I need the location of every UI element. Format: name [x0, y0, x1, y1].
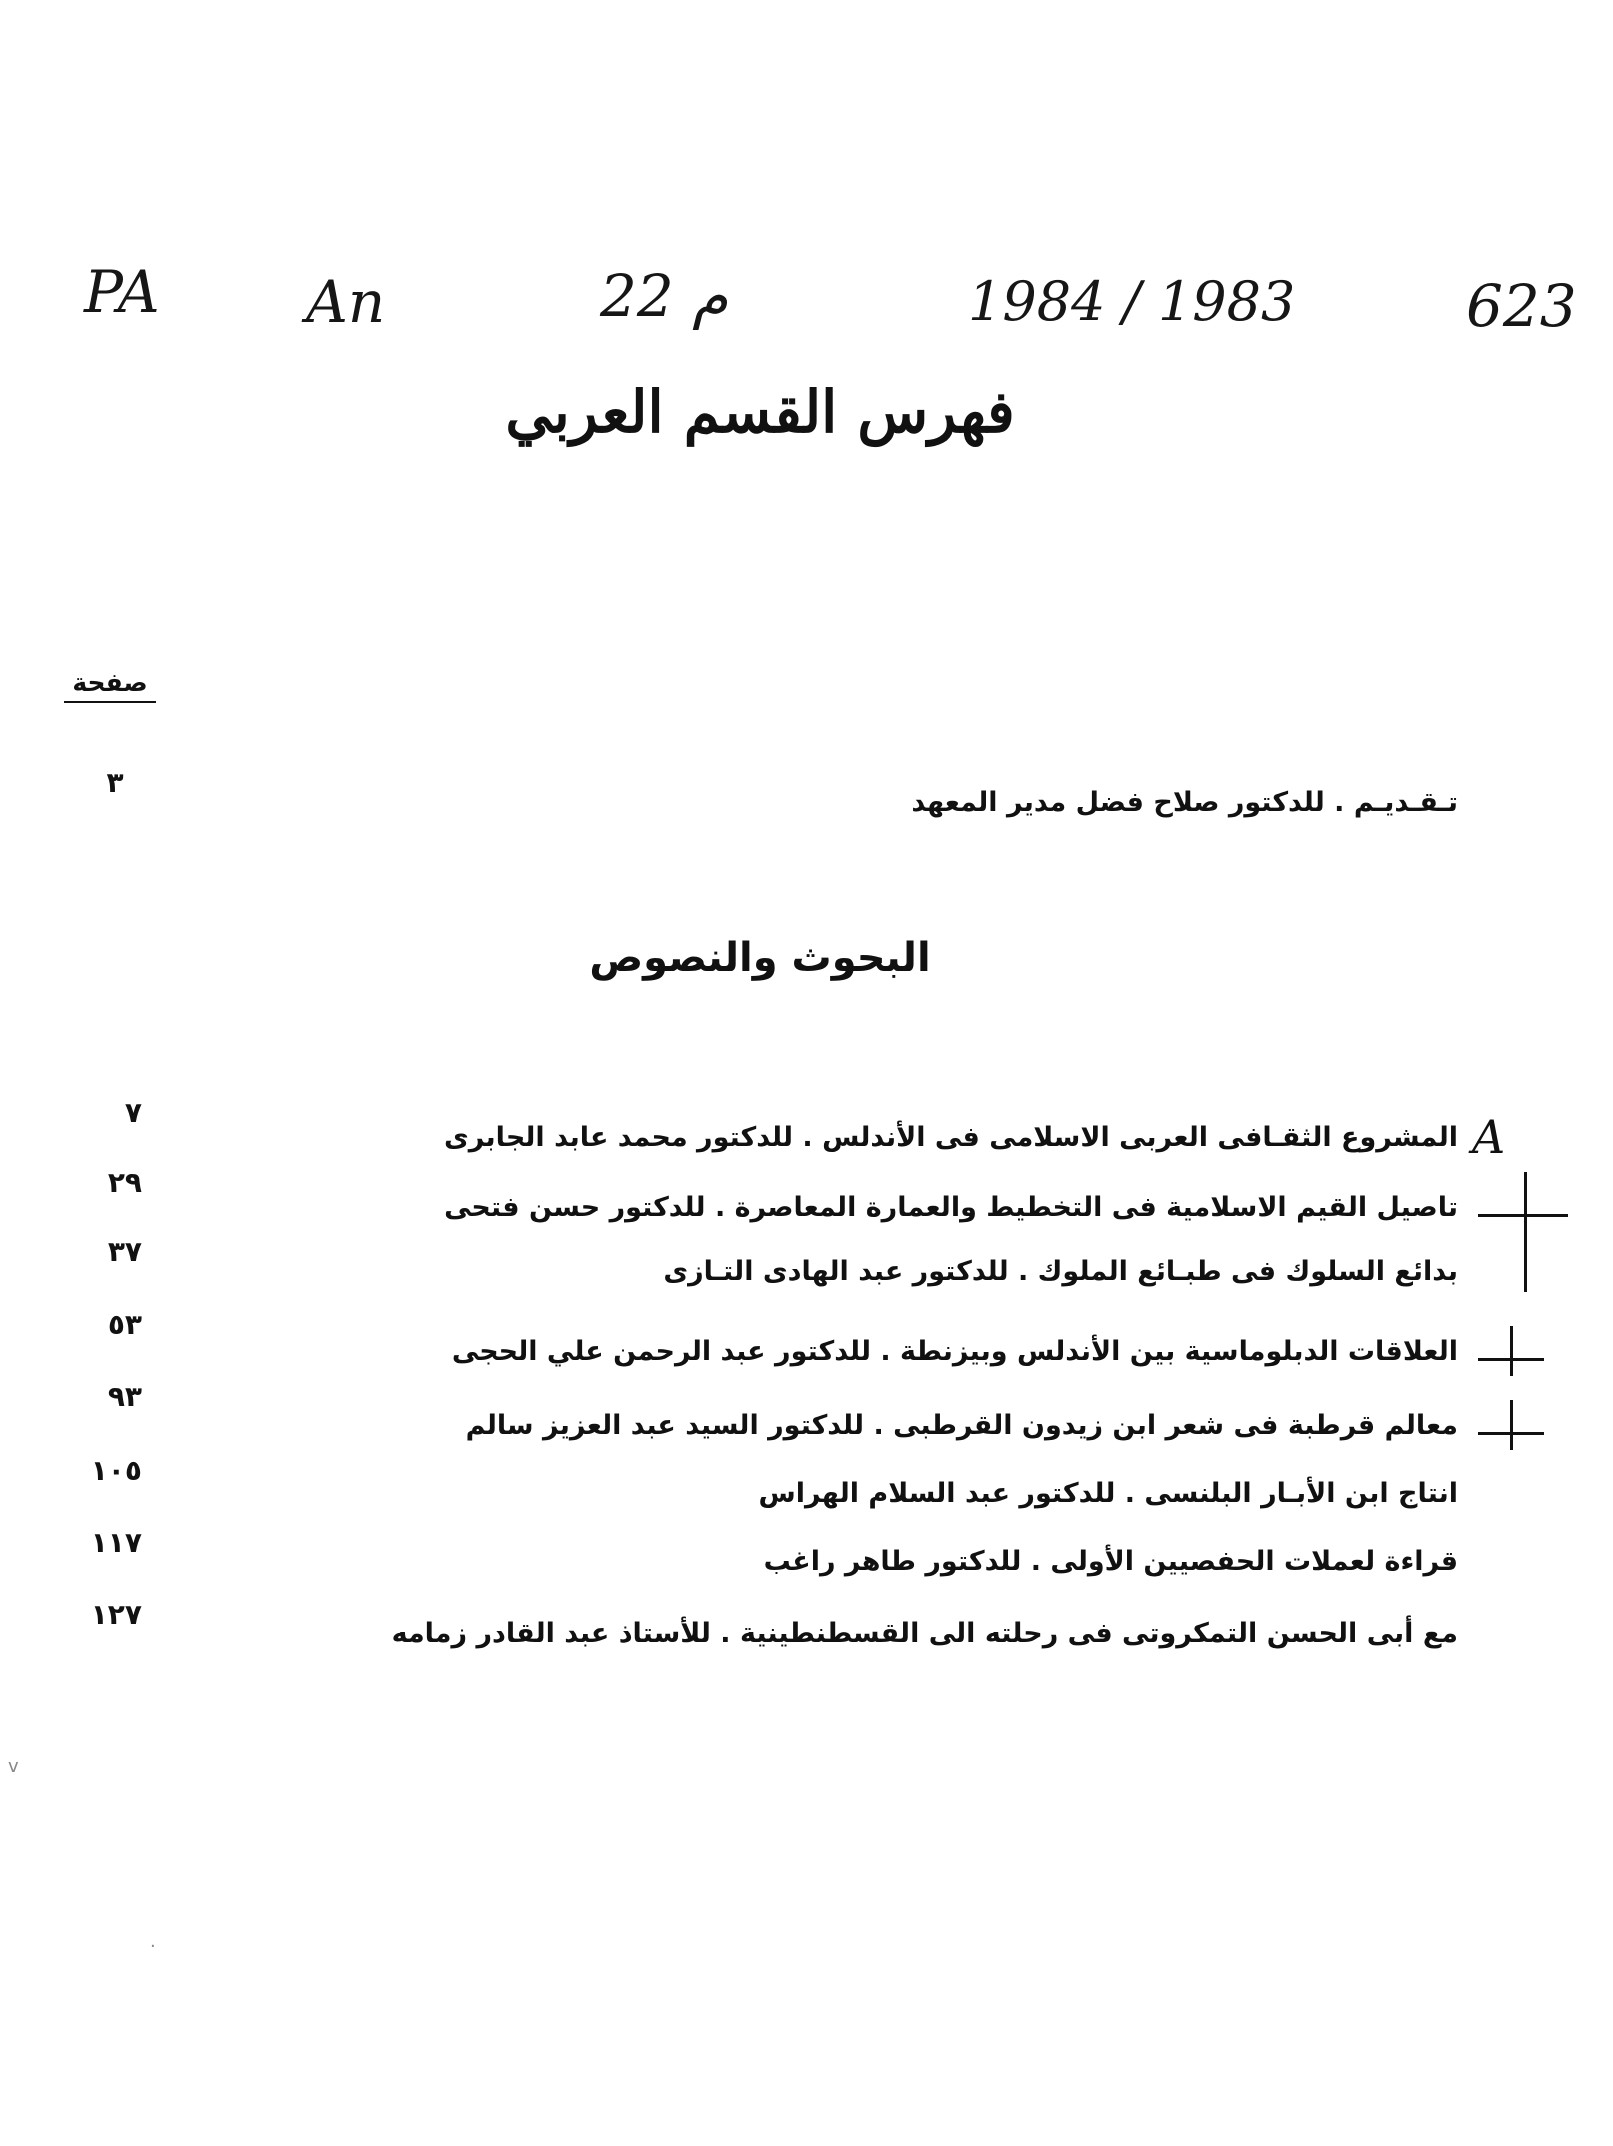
toc-entry-title: المشروع الثقـافى العربى الاسلامى فى الأندلس . للدكتور محمد عابد الجابرى [444, 1122, 1458, 1153]
page-title: فهرس القسم العربي [505, 378, 1015, 446]
toc-entry-page-number: ٣٧ [107, 1235, 142, 1268]
toc-entry-title: العلاقات الدبلوماسية بين الأندلس وبيزنطة . للدكتور عبد الرحمن علي الحجى [451, 1336, 1458, 1367]
handwritten-cross-mark-icon [1478, 1214, 1568, 1217]
handwritten-cross-mark-icon [1510, 1400, 1513, 1450]
toc-entry-title: تاصيل القيم الاسلامية فى التخطيط والعمارة المعاصرة . للدكتور حسن فتحى [444, 1192, 1458, 1223]
toc-entry-title: مع أبى الحسن التمكروتى فى رحلته الى القسطنطينية . للأستاذ عبد القادر زمامه [391, 1618, 1458, 1649]
scan-speck: · [150, 1936, 156, 1957]
introduction-page-number: ٣ [106, 766, 124, 799]
handwritten-years: 1984 / 1983 [968, 270, 1296, 333]
handwritten-check-mark-icon: A [1472, 1110, 1506, 1164]
section-heading: البحوث والنصوص [589, 935, 931, 981]
toc-entry-page-number: ٧ [124, 1096, 142, 1129]
toc-entry-page-number: ٢٩ [107, 1166, 142, 1199]
toc-entry-page-number: ١١٧ [90, 1526, 142, 1559]
handwritten-volume: 22 م [600, 262, 729, 330]
handwritten-record-number: 623 [1466, 272, 1577, 340]
page-column-label: صفحة [64, 668, 156, 703]
toc-entry-title: انتاج ابن الأبـار البلنسى . للدكتور عبد السلام الهراس [758, 1478, 1458, 1509]
toc-entry-page-number: ١٠٥ [90, 1454, 142, 1487]
scan-speck: v [8, 1756, 19, 1777]
toc-entry-page-number: ٥٣ [107, 1308, 142, 1341]
introduction-entry: تـقـديـم . للدكتور صلاح فضل مدير المعهد [911, 787, 1458, 818]
toc-entry-page-number: ٩٣ [107, 1380, 142, 1413]
handwritten-series-code: PA [84, 258, 160, 326]
toc-entry-page-number: ١٢٧ [90, 1598, 142, 1631]
handwritten-cross-mark-icon [1524, 1172, 1527, 1292]
toc-entry-title: معالم قرطبة فى شعر ابن زيدون القرطبى . للدكتور السيد عبد العزيز سالم [465, 1410, 1458, 1441]
handwritten-cross-mark-icon [1510, 1326, 1513, 1376]
toc-entry-title: قراءة لعملات الحفصيين الأولى . للدكتور طاهر راغب [763, 1546, 1458, 1577]
toc-entry-title: بدائع السلوك فى طبـائع الملوك . للدكتور عبد الهادى التـازى [663, 1256, 1458, 1287]
handwritten-language-code: An [306, 268, 386, 336]
